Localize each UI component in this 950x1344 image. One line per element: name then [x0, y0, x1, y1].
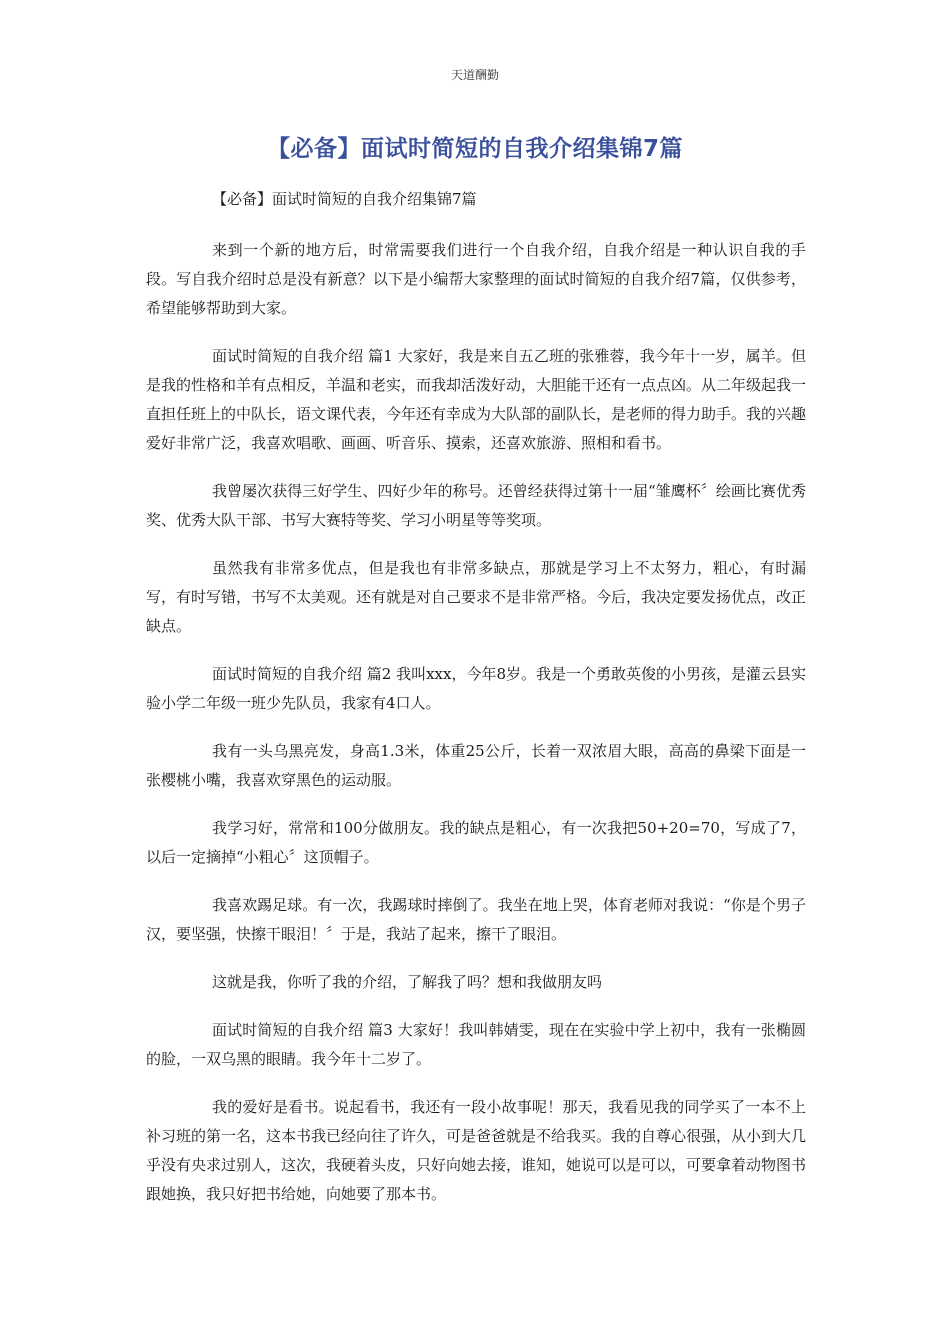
- paragraph: 这就是我，你听了我的介绍，了解我了吗？想和我做朋友吗: [212, 973, 603, 991]
- paragraph: 我学习好，常常和100分做朋友。我的缺点是粗心，有一次我把50+20=70，写成了7，以后一定摘掉“小粗心〞这顶帽子。: [146, 819, 806, 866]
- document-body: [146, 184, 806, 1228]
- document-subtitle: 【必备】面试时简短的自我介绍集锦7篇: [212, 190, 477, 208]
- page-header: 天道酬勤: [450, 68, 499, 82]
- paragraph: 我喜欢踢足球。有一次，我踢球时摔倒了。我坐在地上哭，体育老师对我说：“你是个男子汉，要坚强，快擦干眼泪！〞于是，我站了起来，擦干了眼泪。: [146, 896, 806, 943]
- document-title: 【必备】面试时简短的自我介绍集锦7篇: [266, 136, 683, 162]
- paragraph: 面试时简短的自我介绍 篇3 大家好！我叫韩婧雯，现在在实验中学上初中，我有一张椭圆的脸，一双乌黑的眼睛。我今年十二岁了。: [146, 1021, 806, 1068]
- paragraph: 我有一头乌黑亮发，身高1.3米，体重25公斤，长着一双浓眉大眼，高高的鼻梁下面是一张樱桃小嘴，我喜欢穿黑色的运动服。: [146, 742, 806, 789]
- paragraph: 面试时简短的自我介绍 篇2 我叫xxx，今年8岁。我是一个勇敢英俊的小男孩，是灌云县实验小学二年级一班少先队员，我家有4口人。: [146, 665, 807, 712]
- paragraph: 面试时简短的自我介绍 篇1 大家好，我是来自五乙班的张雅蓉，我今年十一岁，属羊。但是我的性格和羊有点相反，羊温和老实，而我却活泼好动，大胆能干还有一点点凶。从二年级起我一直担任班上的中队长，语文课代表，今年还有幸成为大队部的副队长，是老师的得力助手。我的兴趣爱好非常广泛，我喜欢唱歌、画画、听音乐、摸索，还喜欢旅游、照相和看书。: [146, 347, 807, 452]
- paragraph: 虽然我有非常多优点，但是我也有非常多缺点，那就是学习上不太努力，粗心，有时漏写，有时写错，书写不太美观。还有就是对自己要求不是非常严格。今后，我决定要发扬优点，改正缺点。: [146, 559, 807, 635]
- paragraph: 我曾屡次获得三好学生、四好少年的称号。还曾经获得过第十一届“雏鹰杯〞绘画比赛优秀奖、优秀大队干部、书写大赛特等奖、学习小明星等等奖项。: [146, 482, 806, 529]
- paragraph: 我的爱好是看书。说起看书，我还有一段小故事呢！那天，我看见我的同学买了一本不上补习班的第一名，这本书我已经向往了许久，可是爸爸就是不给我买。我的自尊心很强，从小到大几乎没有央求过别人，这次，我硬着头皮，只好向她去接，谁知，她说可以是可以，可要拿着动物图书跟她换，我只好把书给她，向她要了那本书。: [146, 1098, 807, 1203]
- paragraph-intro: 来到一个新的地方后，时常需要我们进行一个自我介绍，自我介绍是一种认识自我的手段。写自我介绍时总是没有新意？以下是小编帮大家整理的面试时简短的自我介绍7篇，仅供参考，希望能够帮助到大家。: [146, 241, 806, 317]
